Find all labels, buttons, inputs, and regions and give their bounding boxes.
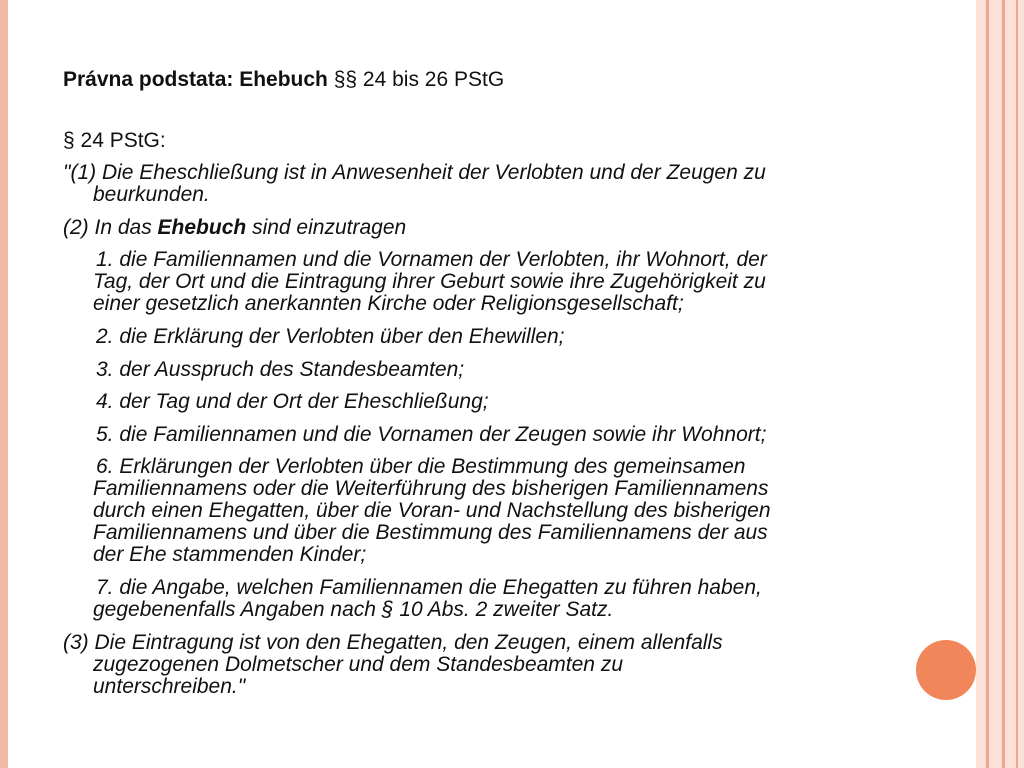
list-item-3: 3. der Ausspruch des Standesbeamten; (96, 358, 465, 381)
slide-heading (63, 69, 504, 91)
paragraph-3-line: (3) Die Eintragung ist von den Ehegatten, den Zeugen, einem allenfalls (63, 631, 723, 654)
right-decorative-line (986, 0, 989, 768)
paragraph-2-suffix: sind einzutragen (246, 216, 407, 239)
list-item-5: 5. die Familiennamen und die Vornamen der Zeugen sowie ihr Wohnort; (96, 423, 767, 446)
paragraph-2-prefix: (2) In das (63, 216, 158, 239)
left-decorative-stripe (0, 0, 8, 768)
paragraph-3-line: zugezogenen Dolmetscher und dem Standesbeamten zu (93, 653, 624, 676)
heading-rest: §§ 24 bis 26 PStG (327, 68, 505, 91)
list-item-1-line: 1. die Familiennamen und die Vornamen der Verlobten, ihr Wohnort, der (96, 248, 767, 271)
paragraph-2-bold: Ehebuch (157, 216, 247, 239)
paragraph-3-line: unterschreiben." (93, 675, 246, 698)
list-item-7-line: gegebenenfalls Angaben nach § 10 Abs. 2 zweiter Satz. (93, 598, 614, 621)
list-item-1-line: einer gesetzlich anerkannten Kirche oder Religionsgesellschaft; (93, 292, 684, 315)
list-item-6-line: der Ehe stammenden Kinder; (93, 543, 367, 566)
list-item-2: 2. die Erklärung der Verlobten über den Ehewillen; (96, 325, 565, 348)
list-item-1-line: Tag, der Ort und die Eintragung ihrer Geburt sowie ihre Zugehörigkeit zu (93, 270, 766, 293)
list-item-6-line: 6. Erklärungen der Verlobten über die Bestimmung des gemeinsamen (96, 455, 746, 478)
list-item-6-line: Familiennamens oder die Weiterführung des bisherigen Familiennamens (93, 477, 769, 500)
list-item-6-line: Familiennamens und über die Bestimmung des Familiennamens der aus (93, 521, 768, 544)
paragraph-2 (63, 217, 406, 239)
list-item-7-line: 7. die Angabe, welchen Familiennamen die Ehegatten zu führen haben, (96, 576, 762, 599)
section-label: § 24 PStG: (63, 129, 166, 152)
right-decorative-line (1016, 0, 1018, 768)
heading-bold: Právna podstata: Ehebuch (63, 68, 328, 91)
list-item-4: 4. der Tag und der Ort der Eheschließung; (96, 390, 489, 413)
accent-circle (916, 640, 976, 700)
list-item-6-line: durch einen Ehegatten, über die Voran- und Nachstellung des bisherigen (93, 499, 771, 522)
paragraph-1-line: "(1) Die Eheschließung ist in Anwesenheit der Verlobten und der Zeugen zu (63, 161, 766, 184)
right-decorative-line (1002, 0, 1005, 768)
paragraph-1-line: beurkunden. (93, 183, 210, 206)
